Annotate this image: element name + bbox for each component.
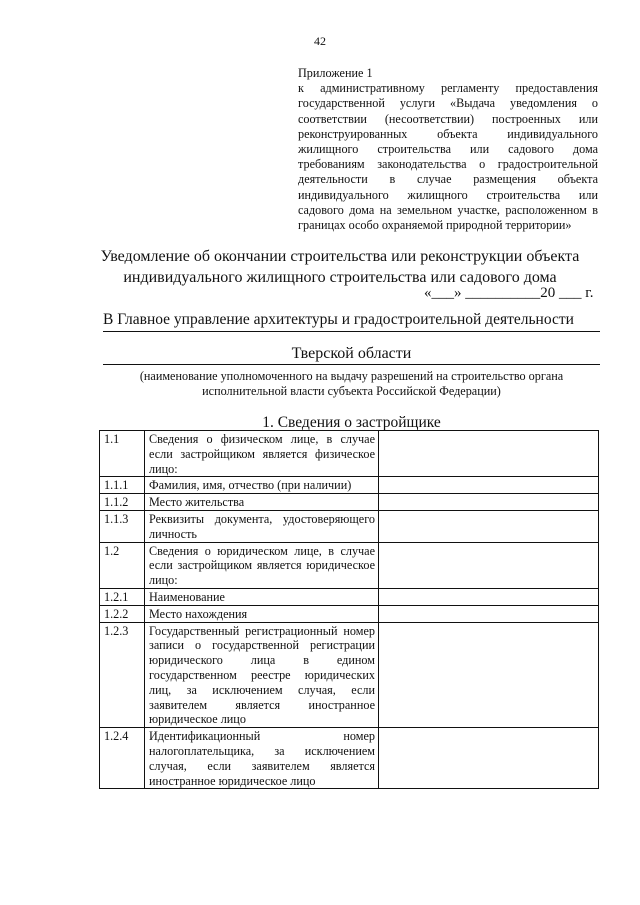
row-number: 1.2.4 <box>100 728 145 789</box>
date-line: «___» __________20 ___ г. <box>424 285 594 301</box>
table-row <box>100 605 599 622</box>
row-number: 1.2 <box>100 542 145 588</box>
row-number: 1.1 <box>100 431 145 477</box>
row-number: 1.1.2 <box>100 494 145 511</box>
authority-name: Тверской области <box>103 345 600 365</box>
row-label: Фамилия, имя, отчество (при наличии) <box>145 477 379 494</box>
developer-info-table <box>99 430 599 789</box>
table-row <box>100 728 599 789</box>
row-label: Сведения о физическом лице, в случае если застройщиком является физическое лицо: <box>145 431 379 477</box>
table-row <box>100 510 599 542</box>
row-number: 1.1.3 <box>100 510 145 542</box>
row-value-field[interactable] <box>379 728 599 789</box>
authority-caption: (наименование уполномоченного на выдачу разрешений на строительство органа исполнительной власти субъекта Российской Федерации) <box>139 369 564 398</box>
row-label: Сведения о юридическом лице, в случае если застройщиком является юридическое лицо: <box>145 542 379 588</box>
table-row <box>100 494 599 511</box>
recipient-line: В Главное управление архитектуры и градостроительной деятельности <box>103 311 600 332</box>
page-number: 42 <box>314 34 326 48</box>
row-number: 1.2.2 <box>100 605 145 622</box>
appendix-title: Приложение 1 <box>298 66 373 80</box>
table-row <box>100 588 599 605</box>
row-value-field[interactable] <box>379 431 599 477</box>
row-value-field[interactable] <box>379 605 599 622</box>
table-row <box>100 622 599 728</box>
row-label: Наименование <box>145 588 379 605</box>
appendix-text: к административному регламенту предоставления государственной услуги «Выдача уведомления о соответствии (несоответствии) построенных или реконструированных объекта индивидуального жилищного строительства или садового дома требованиям законодательства о градостроительной деятельности в случае размещения объекта индивидуального жилищного строительства или садового дома на земельном участке, расположенном в границах особо охраняемой природной территории» <box>298 81 598 233</box>
row-value-field[interactable] <box>379 477 599 494</box>
table-row <box>100 431 599 477</box>
row-label: Реквизиты документа, удостоверяющего личность <box>145 510 379 542</box>
document-title <box>90 246 590 288</box>
row-value-field[interactable] <box>379 622 599 728</box>
table-row <box>100 477 599 494</box>
document-title-line-2: индивидуального жилищного строительства или садового дома <box>123 269 557 286</box>
row-label: Место нахождения <box>145 605 379 622</box>
table-row <box>100 542 599 588</box>
row-value-field[interactable] <box>379 494 599 511</box>
row-number: 1.2.3 <box>100 622 145 728</box>
document-title-line-1: Уведомление об окончании строительства или реконструкции объекта <box>100 248 580 265</box>
row-label: Государственный регистрационный номер записи о государственной регистрации юридического лица в едином государственном реестре юридических лиц, за исключением случая, если заявителем является иностранное юридическое лицо <box>145 622 379 728</box>
row-value-field[interactable] <box>379 510 599 542</box>
appendix-block <box>298 66 598 233</box>
row-value-field[interactable] <box>379 542 599 588</box>
row-label: Идентификационный номер налогоплательщика, за исключением случая, если заявителем является иностранное юридическое лицо <box>145 728 379 789</box>
row-number: 1.1.1 <box>100 477 145 494</box>
section-title: 1. Сведения о застройщике <box>262 414 441 431</box>
row-value-field[interactable] <box>379 588 599 605</box>
row-number: 1.2.1 <box>100 588 145 605</box>
row-label: Место жительства <box>145 494 379 511</box>
